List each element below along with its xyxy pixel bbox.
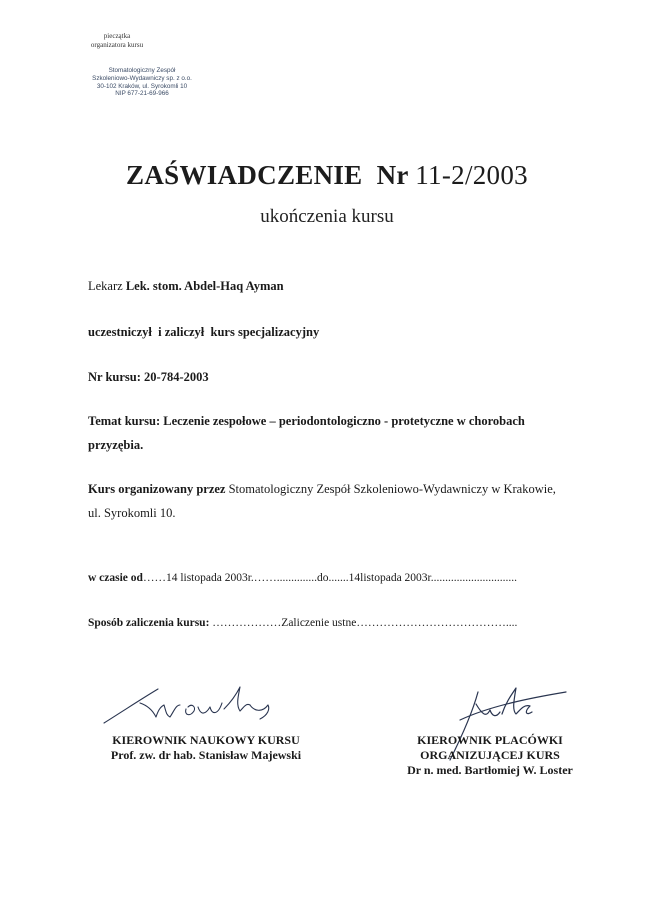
participation-text: uczestniczył i zaliczył kurs specjalizacyjny [88, 325, 320, 339]
completion-line [88, 617, 517, 629]
stamp-label [78, 32, 156, 50]
doctor-name: Lek. stom. Abdel-Haq Ayman [125, 279, 284, 293]
topic-line [88, 414, 525, 429]
period-to-label: do [317, 572, 329, 584]
organizer-line1: Stomatologiczny Zespół Szkoleniowo-Wydawniczy w Krakowie, [228, 482, 556, 496]
left-signatory-title: KIEROWNIK NAUKOWY KURSU [112, 733, 300, 747]
completion-value: Zaliczenie ustne [281, 617, 357, 629]
course-number-line [88, 370, 209, 385]
period-line [88, 572, 517, 584]
certificate-title-main: ZAŚWIADCZENIE Nr [126, 160, 409, 190]
organizer-label: Kurs organizowany przez [88, 482, 226, 496]
doctor-label: Lekarz [88, 279, 123, 293]
certificate-title [0, 160, 654, 191]
left-signatory [88, 733, 324, 763]
completion-dots1: ……………… [209, 617, 282, 629]
period-dots4: .............................. [430, 572, 517, 584]
certificate-number: 11-2/2003 [415, 160, 528, 190]
course-number-label: Nr kursu: [88, 370, 141, 384]
topic-label: Temat kursu: [88, 414, 161, 428]
right-signatory-name: Dr n. med. Bartłomiej W. Loster [407, 763, 573, 777]
period-dots2: .…….............. [250, 572, 318, 584]
completion-label: Sposób zaliczenia kursu: [88, 617, 210, 629]
period-from: 14 listopada 2003r [165, 572, 251, 584]
certificate-subtitle: ukończenia kursu [260, 206, 394, 227]
organizer-line2: ul. Syrokomli 10. [88, 506, 176, 520]
right-signatory [392, 733, 588, 778]
course-number: 20-784-2003 [144, 370, 209, 384]
period-to: 14listopada 2003r [348, 572, 431, 584]
right-signatory-title-line2: ORGANIZUJĄCEJ KURS [420, 748, 560, 762]
topic-text-line2: przyzębia. [88, 438, 144, 452]
stamp-line3: 30-102 Kraków, ul. Syrokomli 10 [96, 82, 188, 90]
stamp-label-line1: pieczątka [103, 32, 131, 40]
organizer-stamp [84, 67, 200, 98]
completion-dots2: ………………………………….... [356, 617, 518, 629]
organizer-line [88, 482, 556, 497]
stamp-label-line2: organizatora kursu [90, 41, 144, 49]
period-dots1: …… [142, 572, 166, 584]
left-signatory-name: Prof. zw. dr hab. Stanisław Majewski [110, 748, 302, 762]
period-dots3: ....... [328, 572, 349, 584]
period-label: w czasie od [88, 572, 143, 584]
stamp-line2: Szkoleniowo-Wydawniczy sp. z o.o. [92, 74, 192, 82]
right-signatory-title-line1: KIEROWNIK PLACÓWKI [417, 733, 563, 747]
doctor-line [88, 279, 284, 294]
stamp-line1: Stomatologiczny Zespół [108, 67, 176, 74]
left-signature [100, 683, 280, 729]
stamp-line4: NIP 677-21-69-966 [115, 90, 169, 98]
topic-text-line1: Leczenie zespołowe – periodontologiczno - protetyczne w chorobach [163, 414, 525, 428]
